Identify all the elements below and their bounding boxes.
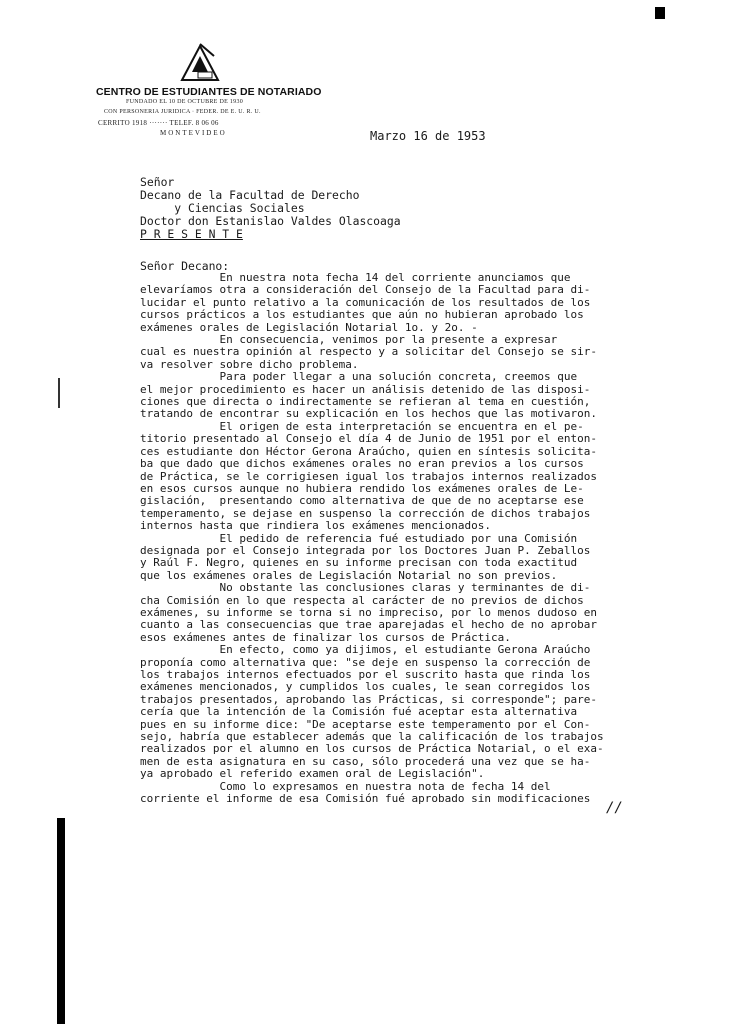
body-line: exámenes orales de Legislación Notarial 1o. y 2o. - xyxy=(140,320,478,334)
body-line: cual es nuestra opinión al respecto y a solicitar del Consejo se sir- xyxy=(140,345,597,359)
body-line: No obstante las conclusiones claras y terminantes de di- xyxy=(140,581,591,595)
body-line: corriente el informe de esa Comisión fué aprobado sin modificaciones xyxy=(140,792,591,806)
body-line: va resolver sobre dicho problema. xyxy=(140,357,359,371)
body-line: Para poder llegar a una solución concreta, creemos que xyxy=(140,370,578,384)
body-line: cuanto a las consecuencias que trae aparejadas el hecho de no aprobar xyxy=(140,618,597,632)
body-line: gislación, presentando como alternativa de que de no aceptarse ese xyxy=(140,494,584,508)
body-line: esos exámenes antes de finalizar los cursos de Práctica. xyxy=(140,630,511,644)
org-name: CENTRO DE ESTUDIANTES DE NOTARIADO xyxy=(96,86,322,98)
body-line: En consecuencia, venimos por la presente a expresar xyxy=(140,333,558,347)
body-line: ba que dado que dichos exámenes orales no eran previos a los cursos xyxy=(140,457,584,471)
org-legal: CON PERSONERIA JURIDICA · FEDER. DE E. U. R. U. xyxy=(104,109,261,115)
logo-icon xyxy=(178,42,222,82)
body-line: cha Comisión en lo que respecta al carácter de no previos de dichos xyxy=(140,593,584,607)
margin-mark xyxy=(58,378,60,408)
body-line: men de esta asignatura en su caso, sólo procederá una vez que se ha- xyxy=(140,754,591,768)
body-line: trabajos presentados, aprobando las Prácticas, si corresponde"; pare- xyxy=(140,692,597,706)
address-line: y Ciencias Sociales xyxy=(140,201,305,215)
org-phone: CERRITO 1918 ······· TELEF. 8 06 06 xyxy=(98,119,219,127)
body-line: lucidar el punto relativo a la comunicación de los resultados de los xyxy=(140,295,591,309)
letter-date: Marzo 16 de 1953 xyxy=(370,129,486,143)
body-line: de Práctica, se le corrigiesen igual los trabajos internos realizados xyxy=(140,469,597,483)
body-line: Como lo expresamos en nuestra nota de fecha 14 del xyxy=(140,779,551,793)
address-line: Señor xyxy=(140,175,175,189)
body-line: ya aprobado el referido examen oral de Legislación". xyxy=(140,767,485,781)
body-line: sejo, habría que establecer además que la calificación de los trabajos xyxy=(140,730,604,744)
address-line: Doctor don Estanislao Valdes Olascoaga xyxy=(140,214,401,228)
body-line: el mejor procedimiento es hacer un análisis detenido de las disposi- xyxy=(140,382,591,396)
body-line: El pedido de referencia fué estudiado por una Comisión xyxy=(140,531,578,545)
address-line: Decano de la Facultad de Derecho xyxy=(140,188,360,202)
body-line: proponía como alternativa que: "se deje en suspenso la corrección de xyxy=(140,655,591,669)
scan-edge-bar xyxy=(57,818,65,1024)
body-line: internos hasta que rindiera los exámenes mencionados. xyxy=(140,519,491,533)
org-city: MONTEVIDEO xyxy=(160,129,227,137)
continuation-mark: // xyxy=(606,800,623,816)
body-line: tratando de encontrar su explicación en los hechos que las motivaron. xyxy=(140,407,597,421)
body-line: titorio presentado al Consejo el día 4 de Junio de 1951 por el enton- xyxy=(140,432,597,446)
body-line: que los exámenes orales de Legislación Notarial no son previos. xyxy=(140,568,558,582)
body-line: ces estudiante don Héctor Gerona Araúcho, quien en síntesis solicita- xyxy=(140,444,597,458)
body-line: cursos prácticos a los estudiantes que aún no hubieran aprobado los xyxy=(140,308,584,322)
body-line: temperamento, se dejase en suspenso la corrección de dichos trabajos xyxy=(140,506,591,520)
body-line: los trabajos internos efectuados por el suscrito hasta que rinda los xyxy=(140,668,591,681)
body-line: y Raúl F. Negro, quienes en su informe precisan con toda exactitud xyxy=(140,556,578,570)
body-line: realizados por el alumno en los cursos de Práctica Notarial, o el exa- xyxy=(140,742,604,756)
body-line: designada por el Consejo integrada por los Doctores Juan P. Zeballos xyxy=(140,543,591,557)
body-line: El origen de esta interpretación se encuentra en el pe- xyxy=(140,419,584,433)
body-line: elevaríamos otra a consideración del Consejo de la Facultad para di- xyxy=(140,283,591,297)
body-line: en esos cursos aunque no hubiera rendido los exámenes orales de Le- xyxy=(140,481,584,495)
body-line: En nuestra nota fecha 14 del corriente anunciamos que xyxy=(140,271,571,284)
scan-mark xyxy=(655,7,665,19)
salutation: Señor Decano: xyxy=(140,259,230,273)
body-line: pues en su informe dice: "De aceptarse este temperamento por el Con- xyxy=(140,717,591,731)
address-present: P R E S E N T E xyxy=(140,227,243,241)
body-line: En efecto, como ya dijimos, el estudiante Gerona Araúcho xyxy=(140,643,591,657)
body-line: ciones que directa o indirectamente se refieran al tema en cuestión, xyxy=(140,395,591,409)
body-line: cería que la intención de la Comisión fué aceptar esta alternativa xyxy=(140,705,578,719)
org-founded: FUNDADO EL 10 DE OCTUBRE DE 1930 xyxy=(126,99,244,105)
letter-body xyxy=(140,272,630,805)
body-line: exámenes, su informe se torna si no impreciso, por lo menos dudoso en xyxy=(140,605,597,619)
body-line: exámenes mencionados, y cumplidos los cuales, le sean corregidos los xyxy=(140,680,591,694)
